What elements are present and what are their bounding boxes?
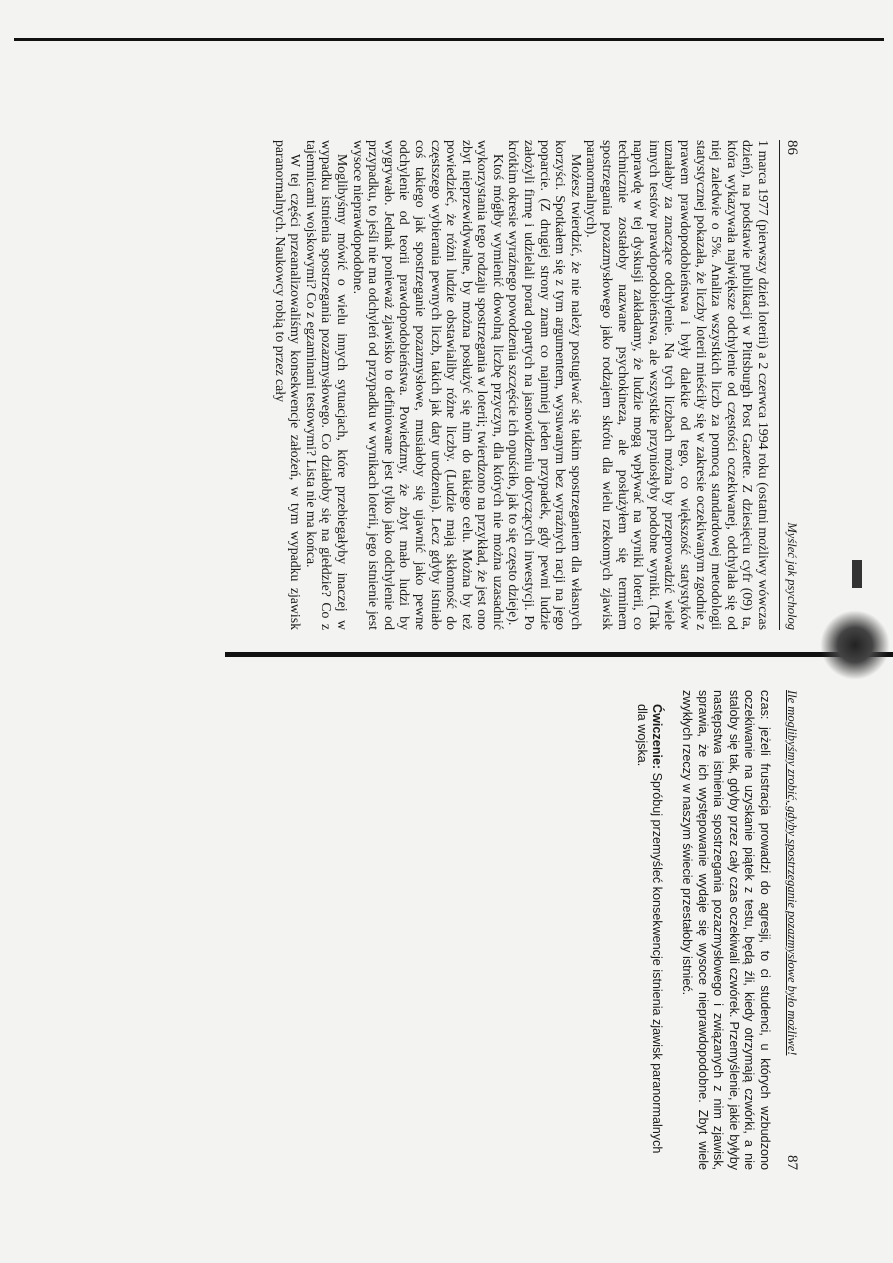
paragraph: 1 marca 1977 (pierwszy dzień loterii) a 2 czerwca 1994 roku (ostatni możliwy wówczas dzień), na podstawie publikacji w Pittsburgh Post Gazette. Z dziesięciu cyfr (09) ta, która wykazywała największe odchylenie od częstości oczekiwanej, odchylała się od niej zaledwie o 5%. Analiza wszystkich liczb za pomocą standardowej metodologii statystycznej pokazała, że liczby loterii mieściły się w zakresie oczekiwanym zgodnie z prawem prawdopodobieństwa i były dalekie od tego, co większość statystyków uznałaby za znaczące odchylenie. Na tych liczbach można by przeprowadzić wiele innych testów prawdopodobieństwa, ale wszystkie przyniosłyby podobne wyniki. (Tak naprawdę w tej dyskusji zakładamy, że ludzie mogą wpływać na wyniki loterii, co technicznie zostałoby nazwane psychokineza, ale posłużyłem się terminem spostrzegania pozazmysłowego jako rodzajem skrótu dla wielu rzekomych zjawisk paranormalnych). xyxy=(584,140,771,630)
paragraph: Ktoś mógłby wymienić dowolną liczbę przyczyn, dla których nie można uzasadnić wykorzystania tego rodzaju spostrzegania w loterii; twierdzono na przykład, że jest ono zbyt nieprzewidywalne, by można posłużyć się nim do takiego celu. Można by też powiedzieć, że różni ludzie obstawialiby różne liczby. (Ludzie mają skłonność do częstszego wybierania pewnych liczb, takich jak daty urodzenia). Lecz gdyby istniało coś takiego jak spostrzeganie pozazmysłowe, musiałoby się ujawnić jako pewne odchylenie od teorii prawdopodobieństwa. Powiedzmy, że zbyt mało ludzi by wygrywało. Jednak ponieważ zjawisko to definiowane jest tylko jako odchylenie od przypadku, to jeśli nie ma odchyleń od przypadku w wynikach loterii, jego istnienie jest wysoce nieprawdopodobne. xyxy=(350,140,506,630)
right-running-title: Ile moglibyśmy zrobić, gdyby spostrzeganie pozazmysłowe było możliwe! xyxy=(785,690,799,1056)
left-page-body xyxy=(272,140,771,630)
scan-edge-middle xyxy=(225,652,893,657)
left-running-title: Myśleć jak psycholog xyxy=(785,522,799,630)
exercise xyxy=(633,690,664,1170)
right-page-number: 87 xyxy=(784,1155,800,1170)
right-page-header xyxy=(780,690,800,1170)
scan-smudge xyxy=(820,610,890,680)
paragraph: Możesz twierdzić, że nie należy postugiwać się takim spostrzeganiem dla własnych korzyści. Spotkałem się z tym argumentem, wysuwanym bez wyraźnych racji na jego poparcie. (Z drugiej strony znam co najmniej jeden przypadek, gdy pewni ludzie założyli firmę i udzielali porad opartych na jasnowidzeniu dotyczących inwestycji. Po krótkim okresie wyraźnego powodzenia szczęście ich opuściło, jak to się często dzieje). xyxy=(506,140,584,630)
paragraph: Moglibyśmy mówić o wielu innych sytuacjach, które przebiegałyby inaczej w wypadku istnienia spostrzegania pozazmysłowego. Co działoby się na giełdzie? Co z tajemnicami wojskowymi? Co z egzaminami testowymi? Lista nie ma końca. xyxy=(303,140,350,630)
paragraph: czas: jeżeli frustracja prowadzi do agresji, to ci studenci, u których wzbudzono oczekiwanie na uzyskanie piątek z testu, będą źli, kiedy otrzymają czwórki, a nie staloby się tak, gdyby przez cały czas oczekiwali czwórek. Przemyślenie, jakie byłyby następstwa istnienia spostrzegania pozazmysłowego i związanych z nim zjawisk, sprawia, że ich występowanie wydaje się wysoce nieprawdopodobne. Zbyt wiele zwykłych rzeczy w naszym świecie przestałoby istnieć. xyxy=(680,690,772,1170)
scan-speck xyxy=(852,560,862,588)
left-page xyxy=(55,140,800,630)
scan-edge-top xyxy=(14,38,884,41)
paragraph: W tej części przeanalizowaliśmy konsekwencje założeń, w tym wypadku zjawisk paranormalnych. Naukowcy robią to przez cały xyxy=(272,140,304,630)
left-page-header xyxy=(779,140,800,630)
left-page-number: 86 xyxy=(784,140,800,155)
right-page-body xyxy=(678,690,772,1170)
exercise-label: Ćwiczenie: xyxy=(650,704,665,770)
right-page xyxy=(634,690,800,1170)
exercise-text: Spróbuj przemyśleć konsekwencje istnienia zjawisk paranormalnych dla wojska. xyxy=(634,704,665,1154)
